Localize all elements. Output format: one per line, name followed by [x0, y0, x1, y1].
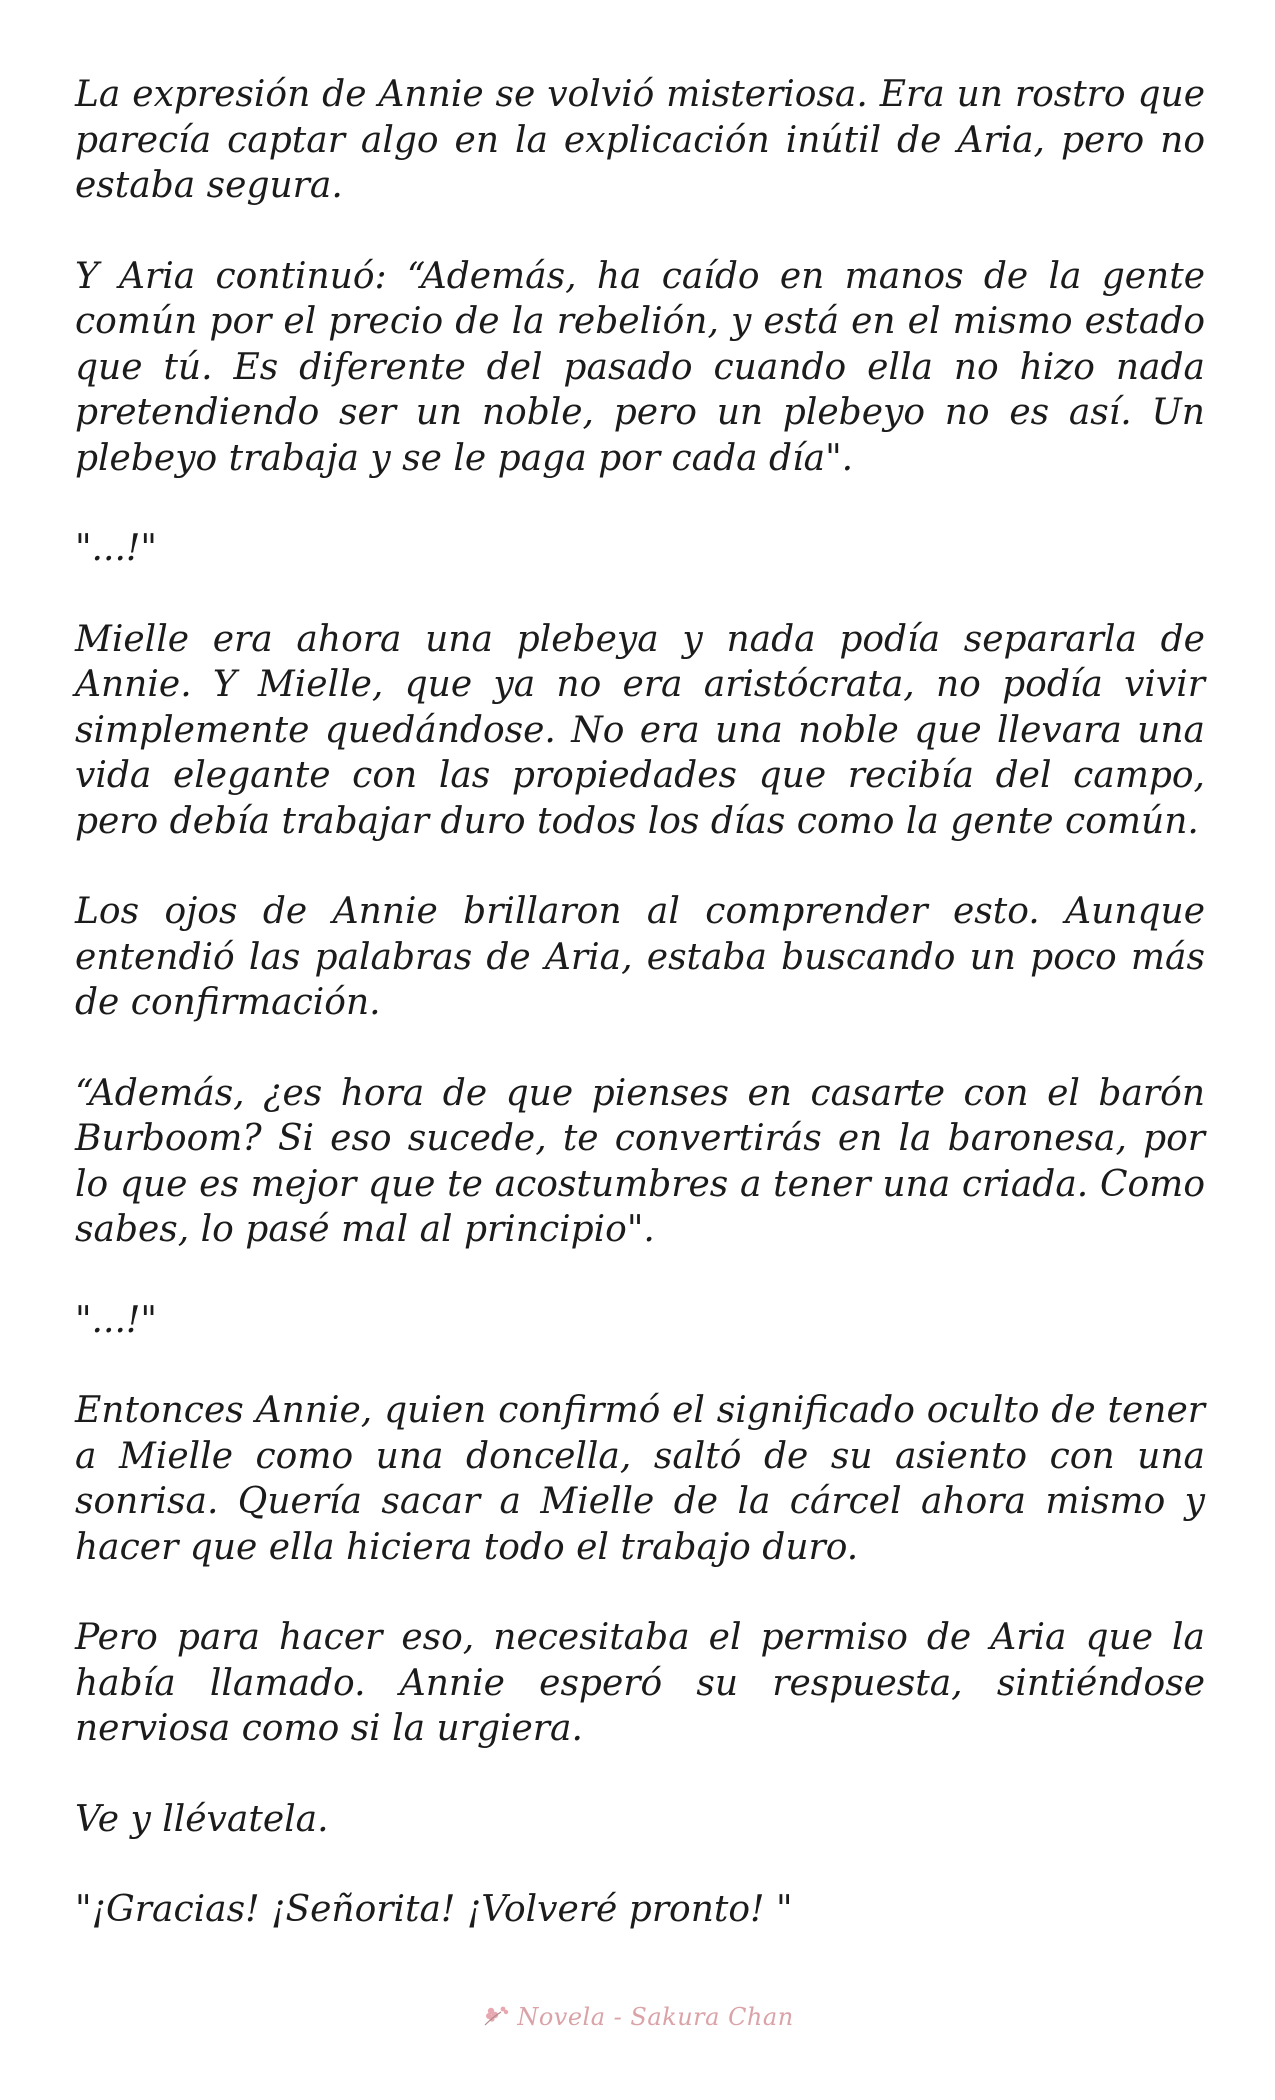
- paragraph: "¡Gracias! ¡Señorita! ¡Volveré pronto! ": [75, 1889, 793, 1930]
- paragraph: La expresión de Annie se volvió misteriosa. Era un rostro que parecía captar algo en la explicación inútil de Aria, pero no estaba segura.: [75, 74, 1205, 206]
- paragraph: Pero para hacer eso, necesitaba el permiso de Aria que la había llamado. Annie esperó su respuesta, sintiéndose nerviosa como si la urgiera.: [75, 1617, 1205, 1749]
- paragraph: Ve y llévatela.: [75, 1798, 329, 1840]
- chapter-text: [75, 72, 1205, 1978]
- watermark: [0, 2003, 1275, 2031]
- paragraph: Entonces Annie, quien confirmó el significado oculto de tener a Mielle como una doncella, saltó de su asiento con una sonrisa. Quería sacar a Mielle de la cárcel ahora mismo y hacer que ella hiciera todo el trabajo duro.: [75, 1390, 1205, 1568]
- paragraph: "...!": [75, 1299, 157, 1341]
- paragraph: Y Aria continuó: “Además, ha caído en manos de la gente común por el precio de la rebelión, y está en el mismo estado que tú. Es diferente del pasado cuando ella no hizo nada pretendiendo ser un noble, pero un plebeyo no es así. Un plebeyo trabaja y se le paga por cada día".: [75, 255, 1205, 479]
- watermark-text: Novela - Sakura Chan: [517, 2003, 794, 2031]
- paragraph: “Además, ¿es hora de que pienses en casarte con el barón Burboom? Si eso sucede, te convertirás en la baronesa, por lo que es mejor que te acostumbres a tener una criada. Como sabes, lo pasé mal al principio".: [75, 1072, 1205, 1250]
- paragraph: "...!": [75, 528, 157, 569]
- paragraph: Mielle era ahora una plebeya y nada podía separarla de Annie. Y Mielle, que ya no era aristócrata, no podía vivir simplemente quedándose. No era una noble que llevara una vida elegante con las propiedades que recibía del campo, pero debía trabajar duro todos los días como la gente común.: [75, 618, 1205, 842]
- paragraph: Los ojos de Annie brillaron al comprender esto. Aunque entendió las palabras de Aria, estaba buscando un poco más de confirmación.: [75, 891, 1205, 1023]
- sakura-flower-icon: [481, 2003, 511, 2029]
